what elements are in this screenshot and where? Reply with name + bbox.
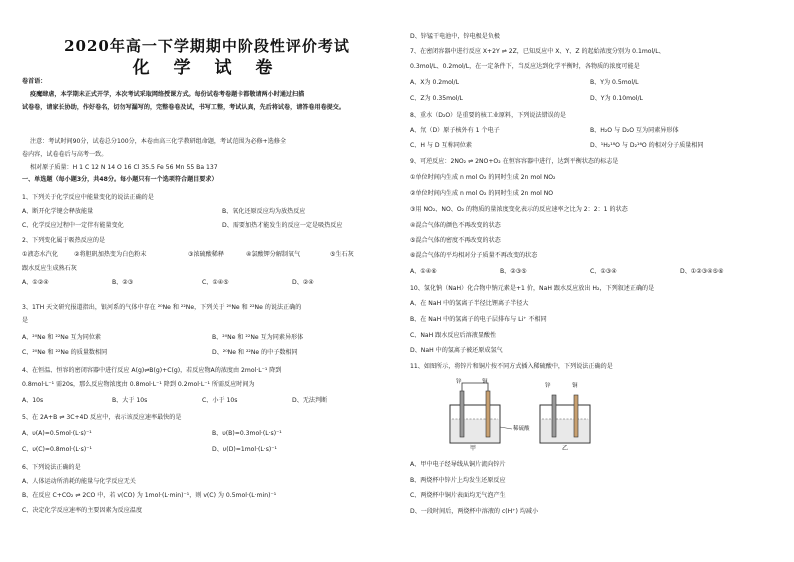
label-zinc: 锌	[456, 379, 462, 385]
statement: ④混合气体的颜色不再改变的状态	[410, 222, 501, 229]
option: ⑤生石灰	[330, 251, 354, 258]
label-yi: 乙	[562, 445, 569, 452]
option: B、②③⑤	[500, 268, 527, 275]
statement: ①单位时间内生成 n mol O₂ 的同时生成 2n mol NO₂	[410, 174, 556, 181]
option: B、两烧杯中锌片上均发生还原反应	[410, 477, 506, 484]
option: B、氧化还原反应均为放热反应	[222, 208, 306, 215]
option: C、υ(C)=0.8mol·(L·s)⁻¹	[22, 446, 92, 453]
exam-subtitle: 化 学 试 卷	[132, 58, 282, 78]
statement: ⑤混合气体的密度不再改变的状态	[410, 237, 501, 244]
option: D、②④	[292, 279, 314, 286]
notice-heading: 卷首语：	[22, 78, 47, 85]
option: B、²⁰Ne 和 ²²Ne 互为同素异形体	[212, 334, 304, 341]
option: A、①②④	[22, 279, 49, 286]
label-copper: 铜	[572, 383, 578, 389]
option: C、²⁰Ne 和 ²²Ne 的质量数相同	[22, 349, 108, 356]
option: A、甲中电子经导线从铜片流向锌片	[410, 461, 506, 468]
zinc-plate	[460, 391, 464, 437]
notice-line: 注意：考试时间90分，试卷总分100分，本卷由高三化学教研组命题，考试范围为必修+选修全	[30, 138, 287, 145]
option: C、Z为 0.35mol/L	[410, 95, 463, 102]
option: D、NaH 中的氢离子被还原成氢气	[410, 347, 503, 354]
atomic-mass: 相对原子质量：H 1 C 12 N 14 O 16 Cl 35.5 Fe 56 Mn 55 Ba 137	[30, 164, 218, 171]
option: B、H₂O 与 D₂O 互为同素异形体	[590, 127, 679, 134]
question-stem: 1、下列关于化学反应中能量变化的说法正确的是	[22, 194, 154, 201]
option: B、在反应 C+CO₂ ⇌ 2CO 中，若 v(CO) 为 1mol·(L·min)⁻¹，则 v(C) 为 0.5mol·(L·min)⁻¹	[22, 492, 277, 499]
option: A、²⁰Ne 和 ²²Ne 互为同位素	[22, 334, 102, 341]
option: D、Y为 0.10mol/L	[590, 95, 643, 102]
option: C、化学反应过程中一定伴有能量变化	[22, 222, 124, 229]
option: A、υ(A)=0.5mol·(L·s)⁻¹	[22, 430, 92, 437]
beaker-yi	[540, 395, 590, 443]
question-stem: 4、在恒温、恒容的密闭容器中进行反应 A(g)⇌B(g)+C(g)，若反应物A的浓度由 2mol·L⁻¹ 降到	[22, 367, 282, 374]
option: D、无法判断	[292, 397, 328, 404]
option: C、①③④	[590, 268, 617, 275]
question-stem: 2、下列变化属于吸热反应的是	[22, 237, 106, 244]
question-stem-continued: 0.3mol/L、0.2mol/L，在一定条件下，当反应达到化学平衡时，各物质的浓度可能是	[410, 63, 640, 70]
notice-line: 试卷卷，请家长协助，作好卷名，切勿写漏写的，完整卷卷及试，书写工整，考试认真，先后将试卷，请答卷用卷提交。	[22, 104, 345, 111]
question-stem: 6、下列说法正确的是	[22, 464, 81, 471]
option: D、①②③④⑤⑥	[680, 268, 724, 275]
section-heading: 一、单选题（每小题3分，共48分。每小题只有一个选项符合题目要求）	[22, 176, 218, 183]
option: A、10s	[22, 397, 44, 404]
option: A、X为 0.2mol/L	[410, 79, 459, 86]
option: C、①④⑤	[202, 279, 229, 286]
statement: ②单位时间内生成 n mol O₂ 的同时生成 2n mol NO	[410, 190, 554, 197]
option: ④氯酸钾分解制氧气	[246, 251, 301, 258]
option: C、H 与 D 互称同位素	[410, 142, 472, 149]
copper-plate	[486, 391, 490, 437]
label-acid: 稀硫酸	[513, 426, 530, 432]
exam-title: 2020年高一下学期期中阶段性评价考试	[64, 37, 350, 55]
option: C、小于 10s	[202, 397, 238, 404]
option: D、需要加热才能发生的反应一定是吸热反应	[222, 222, 343, 229]
beaker-jia	[450, 383, 500, 443]
label-jia: 甲	[470, 445, 477, 452]
option: ①液态水汽化	[22, 251, 58, 258]
label-copper: 铜	[482, 379, 488, 385]
zinc-plate	[552, 395, 556, 437]
option: D、²⁰Ne 和 ²²Ne 的中子数相同	[212, 349, 298, 356]
option: A、在 NaH 中的氢离子半径比锂离子半径大	[410, 300, 529, 307]
question-stem-continued: 跟水反应生成熟石灰	[22, 265, 77, 272]
option: D、锌锰干电池中，锌电极是负极	[410, 33, 501, 40]
notice-line: 疫魔肆虐，本学期未正式开学，本次考试采取网络授课方式。每份试卷考卷题卡都敬请两小时通过扫描	[30, 91, 305, 98]
label-zinc: 锌	[545, 383, 551, 389]
statement: ③用 NO₂、NO、O₂ 的物质的量浓度变化表示的反应速率之比为 2：2：1 的状态	[410, 206, 628, 213]
option: D、一段时间后，两烧杯中溶液的 c(H⁺) 均减小	[410, 508, 539, 515]
option: ②将胆矾加热变为白色粉末	[74, 251, 147, 258]
question-stem: 3、1TH 天文研究报道指出，银河系的气体中存在 ²⁰Ne 和 ²²Ne，下列关于 ²⁰Ne 和 ²²Ne 的说法正确的	[22, 304, 302, 311]
question-stem: 5、在 2A+B ⇌ 3C+4D 反应中，表示该反应速率最快的是	[22, 414, 182, 421]
option: A、氘（D）原子核外有 1 个电子	[410, 127, 500, 134]
question-stem: 11、如图所示，将锌片和铜片按不同方式插入稀硫酸中，下列说法正确的是	[410, 363, 613, 370]
option: D、¹H₂¹⁸O 与 D₂¹⁶O 的相对分子质量相同	[590, 142, 704, 149]
copper-plate	[574, 395, 578, 437]
option: C、两烧杯中铜片表面均无气泡产生	[410, 492, 506, 499]
option: B、②③	[112, 279, 134, 286]
question-stem-continued: 0.8mol·L⁻¹ 需20s，那么反应物浓度由 0.8mol·L⁻¹ 降到 0.2mol·L⁻¹ 所需反应时间为	[22, 381, 255, 388]
option: A、断开化学键会释放能量	[22, 208, 94, 215]
question-stem: 7、在密闭容器中进行反应 X+2Y ⇌ 2Z，已知反应中 X、Y、Z 的起始浓度分别为 0.1mol/L、	[410, 48, 665, 55]
question-stem: 9、可逆反应：2NO₂ ⇌ 2NO+O₂ 在恒容容器中进行，达到平衡状态的标志是	[410, 158, 619, 165]
option: C、NaH 跟水反应后溶液显酸性	[410, 332, 497, 339]
option: B、在 NaH 中的氢离子的电子层排布与 Li⁺ 不相同	[410, 316, 547, 323]
question-stem-continued: 是	[22, 317, 29, 324]
option: B、Y为 0.5mol/L	[590, 79, 639, 86]
notice-line: 卷内容，试卷卷后与高考一致。	[22, 151, 108, 158]
option: A、人体运动所消耗的能量与化学反应无关	[22, 478, 136, 485]
option: C、决定化学反应速率的主要因素为反应温度	[22, 507, 143, 514]
option: B、大于 10s	[112, 397, 148, 404]
statement: ⑥混合气体的平均相对分子质量不再改变的状态	[410, 252, 538, 259]
option: D、υ(D)=1mol·(L·s)⁻¹	[212, 446, 277, 453]
option: A、①④⑥	[410, 268, 437, 275]
question-stem: 10、氢化钠（NaH）化合物中钠元素是+1 价，NaH 跟水反应放出 H₂，下列叙述正确的是	[410, 285, 655, 292]
option: ③浓硫酸稀释	[188, 251, 224, 258]
option: B、υ(B)=0.3mol·(L·s)⁻¹	[212, 430, 282, 437]
question-stem: 8、重水（D₂O）是重要的核工业原料，下列说法错误的是	[410, 112, 566, 119]
